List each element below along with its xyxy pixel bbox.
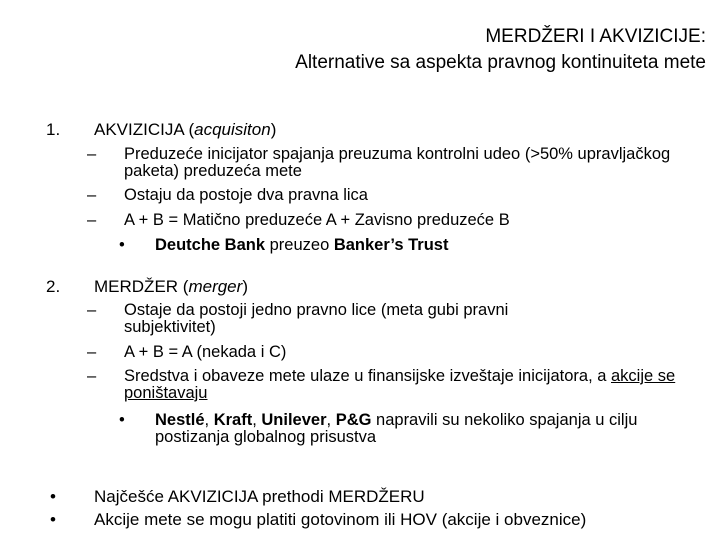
section-number: 2. xyxy=(46,277,61,296)
company-name: Kraft xyxy=(213,411,253,429)
dash-bullet: – xyxy=(87,367,97,385)
title-line-1: MERDŽERI I AKVIZICIJE: xyxy=(485,26,706,47)
slide-title xyxy=(66,24,706,76)
company-name: Banker’s Trust xyxy=(333,236,449,254)
item-text: Ostaju da postoje dva pravna lica xyxy=(124,186,368,204)
item-text: Sredstva i obaveze mete ulaze u finansijske izveštaje inicijatora, a akcije se poništavaju xyxy=(124,367,676,402)
footer-text: Akcije mete se mogu platiti gotovinom ili HOV (akcije i obveznice) xyxy=(94,510,587,529)
dash-bullet: – xyxy=(87,145,97,163)
underlined-text: akcije se poništavaju xyxy=(124,367,676,402)
company-name: P&G xyxy=(335,411,372,429)
dot-bullet: • xyxy=(50,510,56,529)
sub-item-text: Deutche Bank preuzeo Banker’s Trust xyxy=(155,236,449,254)
heading-text: AKVIZICIJA xyxy=(94,120,184,139)
dash-bullet: – xyxy=(87,343,97,361)
title-line-2: Alternative sa aspekta pravnog kontinuiteta mete xyxy=(295,52,706,73)
section-heading: MERDŽER (merger) xyxy=(94,277,248,296)
dot-bullet: • xyxy=(119,411,125,429)
company-name: Deutche Bank xyxy=(155,236,266,254)
section-heading: AKVIZICIJA (acquisiton) xyxy=(94,120,277,139)
dot-bullet: • xyxy=(50,487,56,506)
item-text: Preduzeće inicijator spajanja preuzuma kontrolni udeo (>50% upravljačkog paketa) preduzeća mete xyxy=(124,145,671,180)
section-number: 1. xyxy=(46,120,61,139)
item-text: Ostaje da postoji jedno pravno lice (meta gubi pravni subjektivitet) xyxy=(124,301,509,336)
heading-term: acquisiton xyxy=(194,120,271,139)
sub-item-text: Nestlé, Kraft, Unilever, P&G napravili su nekoliko spajanja u cilju postizanja globalnog prisustva xyxy=(155,411,638,446)
dot-bullet: • xyxy=(119,236,125,254)
dash-bullet: – xyxy=(87,301,97,319)
company-name: Nestlé xyxy=(155,411,205,429)
item-text: A + B = Matično preduzeće A + Zavisno preduzeće B xyxy=(124,211,510,229)
heading-term: merger xyxy=(188,277,243,296)
company-name: Unilever xyxy=(261,411,327,429)
dash-bullet: – xyxy=(87,211,97,229)
footer-text: Najčešće AKVIZICIJA prethodi MERDŽERU xyxy=(94,487,425,506)
dash-bullet: – xyxy=(87,186,97,204)
item-text: A + B = A (nekada i C) xyxy=(124,343,287,361)
heading-text: MERDŽER xyxy=(94,277,179,296)
